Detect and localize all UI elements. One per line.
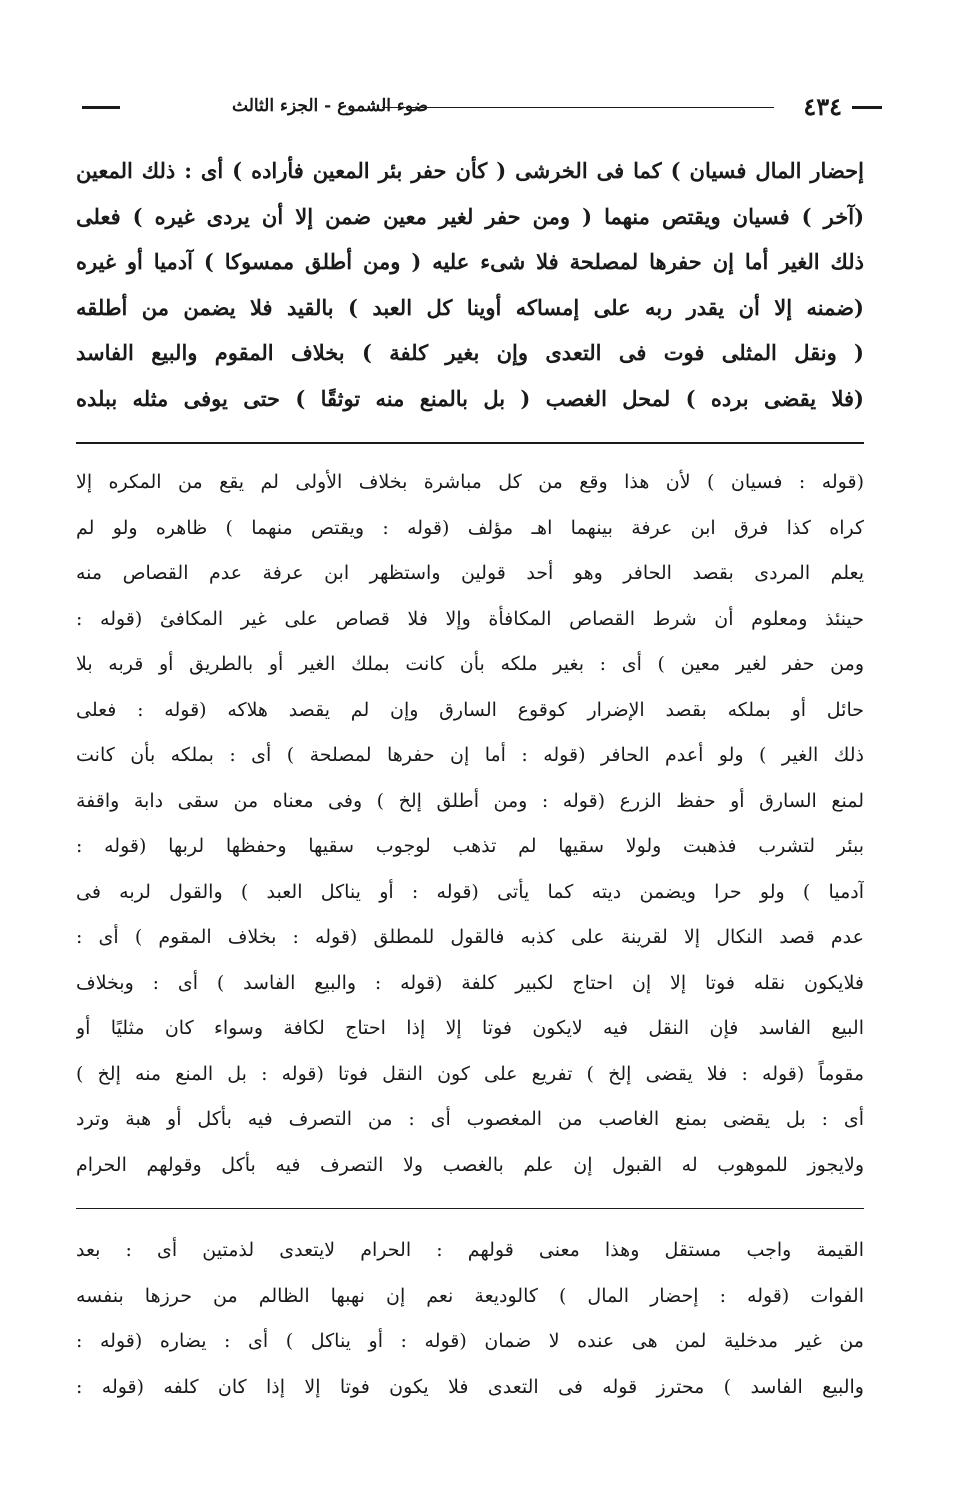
commentary-line: عدم قصد النكال إلا لقرينة على كذبه فالقول للمطلق (قوله : بخلاف المقوم ) أى : xyxy=(76,926,864,948)
commentary-line: مقوماً (قوله : فلا يقضى إلخ ) تفريع على كون النقل فوتا (قوله : بل المنع منه إلخ ) xyxy=(76,1062,864,1085)
footnote-line: القيمة واجب مستقل وهذا معنى قولهم : الحرام لايتعدى لذمتين أى : بعد xyxy=(76,1239,864,1261)
commentary-line: أى : بل يقضى بمنع الغاصب من المغصوب أى : من التصرف فيه بأكل أو هبة وترد xyxy=(76,1108,864,1130)
commentary-line: البيع الفاسد فإن النقل فيه لايكون فوتا إلا إذا احتاج لكافة وسواء كان مثليًا أو xyxy=(76,1017,864,1039)
main-text-line: (آخر ) فسيان ويقتص منهما ( ومن حفر لغير معين ضمن إلا أن يردى غيره ) فعلى xyxy=(76,203,864,229)
commentary-line: كراه كذا فرق ابن عرفة بينهما اهـ مؤلف (قوله : ويقتص منهما ) ظاهره ولو لم xyxy=(76,516,864,539)
commentary-line: ببئر لتشرب فذهبت ولولا سقيها لم تذهب لوجوب سقيها وحفظها لربها (قوله : xyxy=(76,835,864,857)
page-header xyxy=(82,90,882,124)
footnote-text xyxy=(76,1228,864,1410)
header-dash-left xyxy=(82,106,120,109)
commentary-line: فلايكون نقله فوتا إلا إن احتاج لكبير كلفة (قوله : والبيع الفاسد ) أى : وبخلاف xyxy=(76,971,864,994)
page-number: ٤٣٤ xyxy=(803,92,842,121)
commentary-line: (قوله : فسيان ) لأن هذا وقع من كل مباشرة بخلاف الأولى لم يقع من المكره إلا xyxy=(76,471,864,493)
header-rule xyxy=(382,107,774,108)
main-text-line: ( ونقل المثلى فوت فى التعدى وإن بغير كلفة ) بخلاف المقوم والبيع الفاسد xyxy=(76,340,864,365)
commentary-line: ومن حفر لغير معين ) أى : بغير ملكه بأن كانت بملك الغير أو بالطريق أو قربه بلا xyxy=(76,653,864,675)
main-text-line: (فلا يقضى برده ) لمحل الغصب ( بل بالمنع منه توثقًا ) حتى يوفى مثله ببلده xyxy=(76,385,864,411)
commentary-line: آدميا ) ولو حرا ويضمن ديته كما يأتى (قوله : أو يناكل العبد ) والقول لربه فى xyxy=(76,880,864,903)
header-dash-right xyxy=(852,106,882,109)
commentary-line: حينئذ ومعلوم أن شرط القصاص المكافأة وإلا فلا قصاص على غير المكافئ (قوله : xyxy=(76,607,864,630)
main-text-separator xyxy=(76,442,864,444)
commentary-line: ذلك الغير ) ولو أعدم الحافر (قوله : أما إن حفرها لمصلحة ) أى : بملكه بأن كانت xyxy=(76,744,864,766)
main-text-line: إحضار المال فسيان ) كما فى الخرشى ( كأن حفر بئر المعين فأراده ) أى : ذلك المعين xyxy=(76,158,864,183)
main-text xyxy=(76,148,864,421)
commentary-line: حائل أو بملكه بقصد الإضرار كوقوع السارق وإن لم يقصد هلاكه (قوله : فعلى xyxy=(76,698,864,721)
commentary-line: ولايجوز للموهوب له القبول إن علم بالغصب ولا التصرف فيه بأكل وقولهم الحرام xyxy=(76,1153,864,1176)
commentary-line: يعلم المردى بقصد الحافر وهو أحد قولين واستظهر ابن عرفة عدم القصاص منه xyxy=(76,562,864,584)
commentary-line: لمنع السارق أو حفظ الزرع (قوله : ومن أطلق إلخ ) وفى معناه من سقى دابة واقفة xyxy=(76,789,864,812)
footnote-line: الفوات (قوله : إحضار المال ) كالوديعة نعم إن نهبها الظالم من حرزها بنفسه xyxy=(76,1284,864,1307)
running-title: ضوء الشموع - الجزء الثالث xyxy=(232,96,429,116)
main-text-line: ذلك الغير أما إن حفرها لمصلحة فلا شىء عليه ( ومن أطلق ممسوكا ) آدميا أو غيره xyxy=(76,249,864,274)
main-text-line: (ضمنه إلا أن يقدر ربه على إمساكه أوينا كل العبد ) بالقيد فلا يضمن من أطلقه xyxy=(76,294,864,320)
footnote-line: والبيع الفاسد ) محترز قوله فى التعدى فلا يكون فوتا إلا إذا كان كلفه (قوله : xyxy=(76,1375,864,1398)
footnote-separator xyxy=(76,1208,864,1209)
commentary-text xyxy=(76,460,864,1188)
footnote-line: من غير مدخلية لمن هى عنده لا ضمان (قوله : أو يناكل ) أى : يضاره (قوله : xyxy=(76,1330,864,1352)
